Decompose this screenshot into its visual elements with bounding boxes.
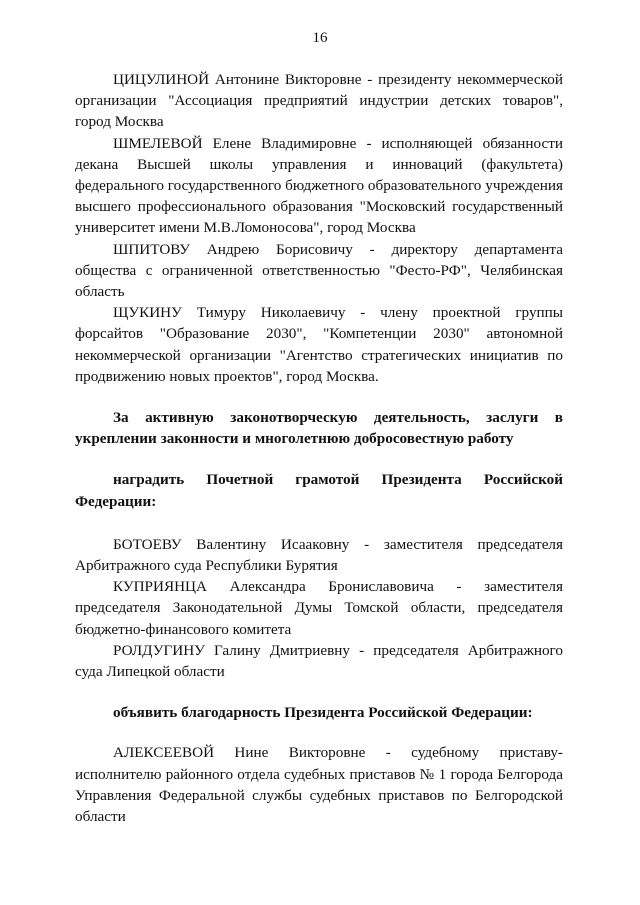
entry-tsitsulina: ЦИЦУЛИНОЙ Антонине Викторовне - президенту некоммерческой организации "Ассоциация предприятий индустрии детских товаров", город Москва: [75, 71, 563, 131]
entry-shpitov: ШПИТОВУ Андрею Борисовичу - директору департамента общества с ограниченной ответственностью "Фесто-РФ", Челябинская область: [75, 240, 563, 301]
document-body: [75, 69, 563, 827]
heading-award-certificate: наградить Почетной грамотой Президента Российской Федерации:: [75, 471, 563, 510]
entry-botoeva: БОТОЕВУ Валентину Исааковну - заместителя председателя Арбитражного суда Республики Бурятия: [75, 535, 563, 575]
entry-shmeleva: ШМЕЛЕВОЙ Елене Владимировне - исполняющей обязанности декана Высшей школы управления и инноваций (факультета) федерального государственного бюджетного образовательного учреждения высшего профессионального образования "Московский государственный университет имени М.В.Ломоносова", город Москва: [75, 134, 563, 237]
entry-shchukin: ЩУКИНУ Тимуру Николаевичу - члену проектной группы форсайтов "Образование 2030", "Компетенции 2030" автономной некоммерческой организации "Агентство стратегических инициатив по продвижению новых проектов", город Москва.: [75, 304, 563, 385]
heading-gratitude: объявить благодарность Президента Российской Федерации:: [113, 704, 533, 722]
entry-kupriyanets: КУПРИЯНЦА Александра Брониславовича - заместителя председателя Законодательной Думы Томской области, председателя бюджетно-финансового комитета: [75, 578, 563, 638]
page-number: 16: [312, 30, 328, 46]
heading-merit: За активную законотворческую деятельность, заслуги в укреплении законности и многолетнюю добросовестную работу: [75, 409, 563, 448]
entry-alekseeva: АЛЕКСЕЕВОЙ Нине Викторовне - судебному приставу-исполнителю районного отдела судебных приставов № 1 города Белгорода Управления Федеральной службы судебных приставов по Белгородской области: [75, 744, 563, 826]
entry-roldugina: РОЛДУГИНУ Галину Дмитриевну - председателя Арбитражного суда Липецкой области: [75, 641, 563, 681]
